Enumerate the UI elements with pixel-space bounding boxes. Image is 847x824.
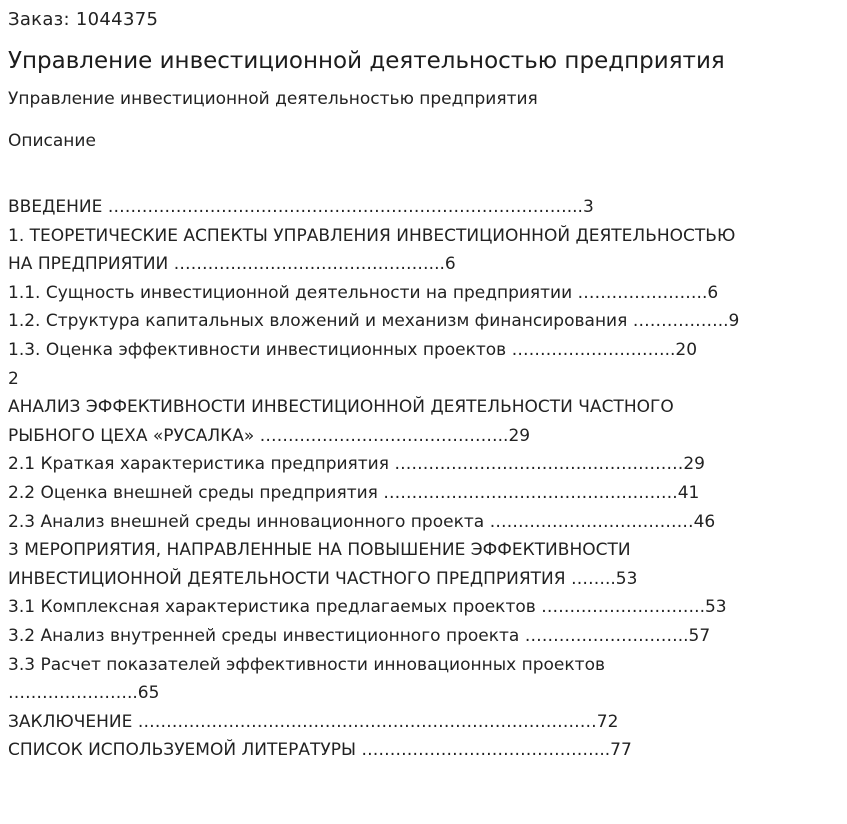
page-subtitle: Управление инвестиционной деятельностью предприятия xyxy=(8,89,538,109)
toc-entry-conclusion: ЗАКЛЮЧЕНИЕ ………………………………………………………………………72 xyxy=(8,711,619,732)
toc-entry-3-1: 3.1 Комплексная характеристика предлагаемых проектов ………………………..53 xyxy=(8,597,727,618)
toc-entry-chapter-3: 3 МЕРОПРИЯТИЯ, НАПРАВЛЕННЫЕ НА ПОВЫШЕНИЕ ЭФФЕКТИВНОСТИ xyxy=(8,540,631,561)
toc-entry-3-3-cont: …………………..65 xyxy=(8,683,160,704)
page-title: Управление инвестиционной деятельностью предприятия xyxy=(8,48,725,74)
toc-entry-chapter-2-number: 2 xyxy=(8,368,19,389)
toc-entry-2-1: 2.1 Краткая характеристика предприятия ……………………………………………29 xyxy=(8,454,705,475)
toc-entry-2-2: 2.2 Оценка внешней среды предприятия …………………………………………….41 xyxy=(8,482,700,503)
toc-entry-chapter-2-cont: РЫБНОГО ЦЕХА «РУСАЛКА» ……………………………………..29 xyxy=(8,425,531,446)
toc-entry-2-3: 2.3 Анализ внешней среды инновационного проекта ………………………………46 xyxy=(8,511,716,532)
order-number: Заказ: 1044375 xyxy=(8,9,159,30)
toc-entry-3-3: 3.3 Расчет показателей эффективности инновационных проектов xyxy=(8,654,605,675)
toc-entry-chapter-1: 1. ТЕОРЕТИЧЕСКИЕ АСПЕКТЫ УПРАВЛЕНИЯ ИНВЕСТИЦИОННОЙ ДЕЯТЕЛЬНОСТЬЮ xyxy=(8,225,736,246)
toc-entry-1-1: 1.1. Сущность инвестиционной деятельности на предприятии …………………..6 xyxy=(8,282,719,303)
description-heading: Описание xyxy=(8,131,96,151)
toc-entry-1-3: 1.3. Оценка эффективности инвестиционных проектов ………………………..20 xyxy=(8,339,698,360)
toc-entry-1-2: 1.2. Структура капитальных вложений и механизм финансирования ……………..9 xyxy=(8,311,740,332)
toc-entry-bibliography: СПИСОК ИСПОЛЬЗУЕМОЙ ЛИТЕРАТУРЫ ……………………………………..77 xyxy=(8,740,632,761)
toc-entry-chapter-2: АНАЛИЗ ЭФФЕКТИВНОСТИ ИНВЕСТИЦИОННОЙ ДЕЯТЕЛЬНОСТИ ЧАСТНОГО xyxy=(8,397,674,418)
toc-entry-chapter-1-cont: НА ПРЕДПРИЯТИИ ………………………………………...6 xyxy=(8,254,456,275)
toc-entry-3-2: 3.2 Анализ внутренней среды инвестиционного проекта ………………………..57 xyxy=(8,625,711,646)
toc-entry-introduction: ВВЕДЕНИЕ ………………………………………………………………………...3 xyxy=(8,197,594,217)
toc-entry-chapter-3-cont: ИНВЕСТИЦИОННОЙ ДЕЯТЕЛЬНОСТИ ЧАСТНОГО ПРЕДПРИЯТИЯ ……..53 xyxy=(8,568,638,589)
table-of-contents xyxy=(8,193,838,765)
